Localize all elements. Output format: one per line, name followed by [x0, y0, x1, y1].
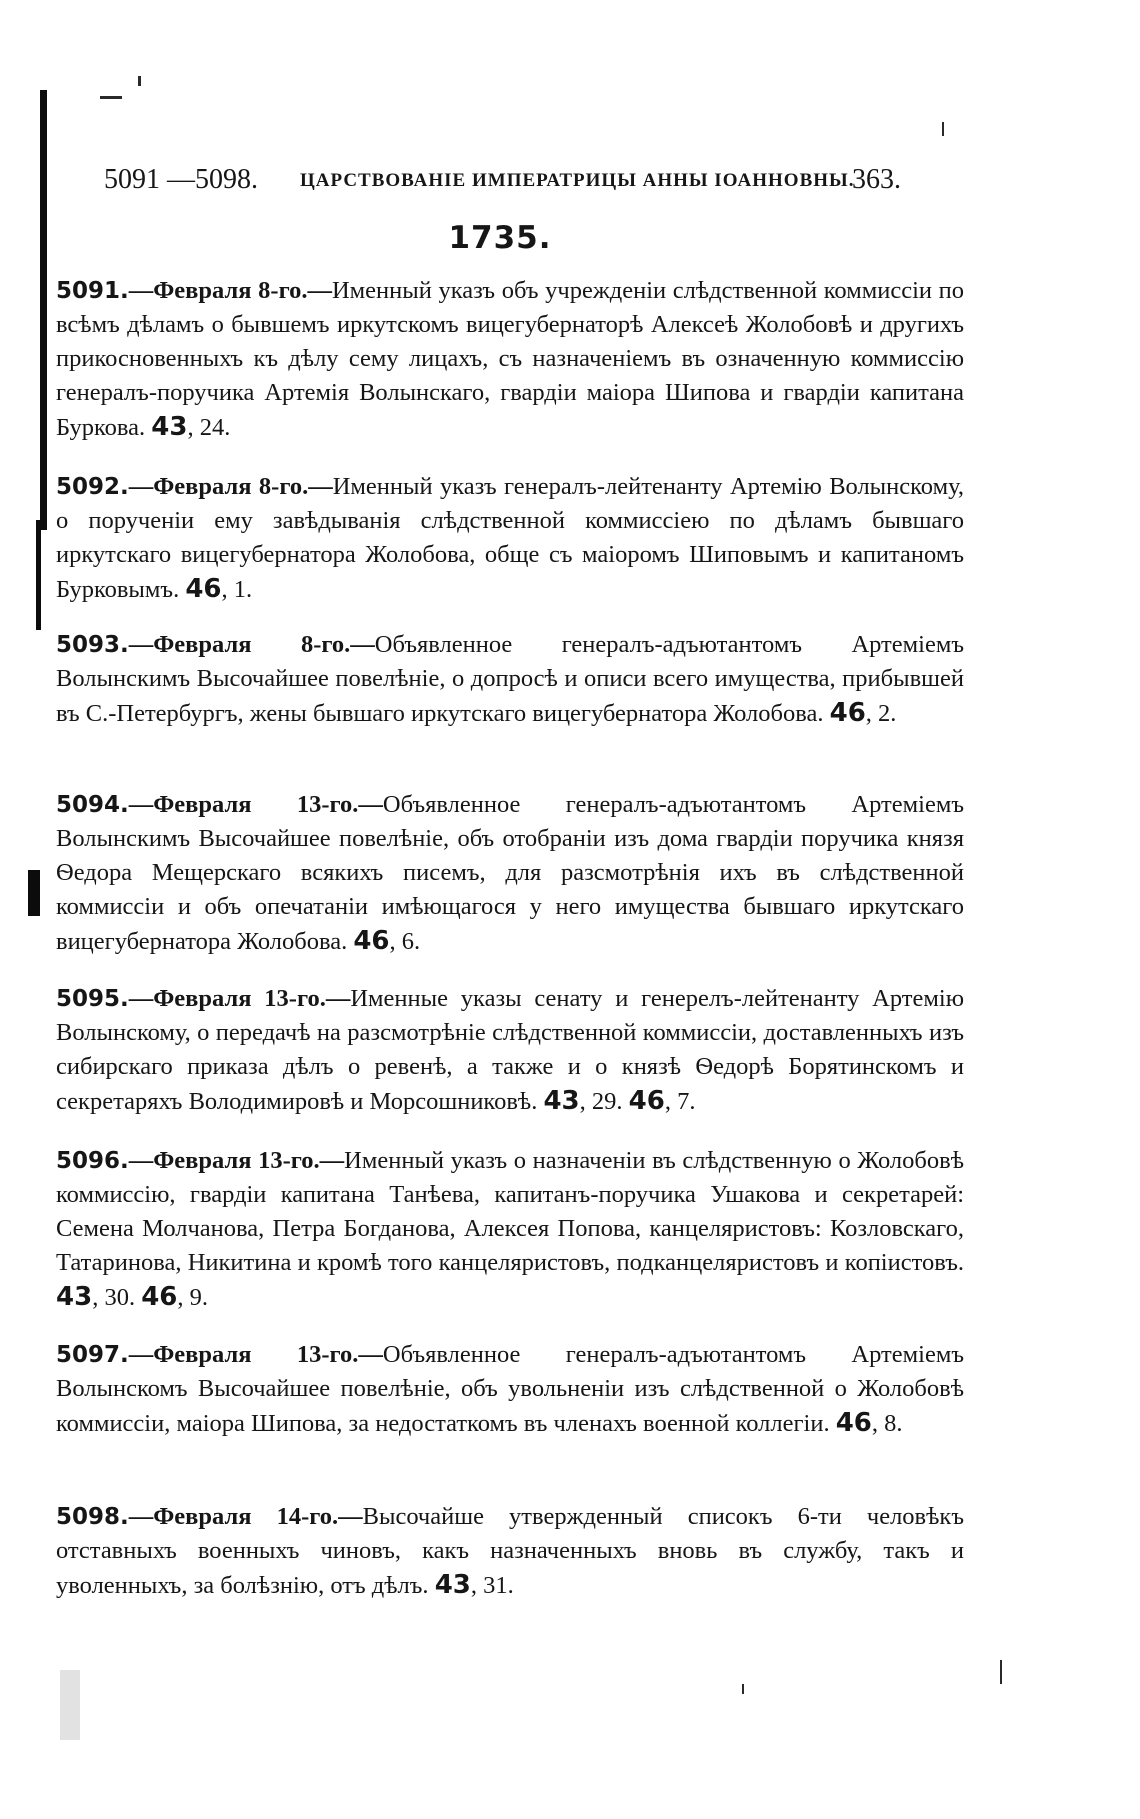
page-ref: , 6. [389, 928, 421, 955]
page-ref: , 1. [221, 576, 253, 603]
entry-5097 [56, 1338, 964, 1441]
entry-number: 5091. [56, 278, 129, 304]
entry-text: Объявленное генералъ-адъютантомъ Артеміемъ Волынскомъ Высочайшее повелѣніе, объ увольненіи изъ слѣдственной о Жолобовѣ коммиссіи, маіора Шипова, за недостаткомъ въ членахъ военной коллегіи. [56, 1341, 964, 1437]
entry-number: 5094. [56, 792, 129, 818]
volume-ref: 43 [56, 1282, 93, 1312]
volume-ref: 43 [434, 1570, 471, 1600]
entry-text: Именный указъ генералъ-лейтенанту Артемію Волынскому, о порученіи ему завѣдыванія слѣдственной коммиссіею по дѣламъ бывшаго иркутскаго вицегубернатора Жолобова, обще съ маіоромъ Шиповымъ и капитаномъ Бурковымъ. [56, 473, 964, 603]
entry-date: —Февраля 13-го.— [128, 985, 351, 1012]
entry-number: 5098. [56, 1504, 129, 1530]
scan-speck [138, 76, 141, 86]
volume-ref: 43 [543, 1086, 580, 1116]
page-ref: , 29. [579, 1088, 623, 1115]
page-ref: , 24. [187, 414, 231, 441]
entry-date: —Февраля 8-го.— [128, 631, 375, 658]
entry-number: 5093. [56, 632, 129, 658]
entry-text: Объявленное генералъ-адъютантомъ Артеміемъ Волынскимъ Высочайшее повелѣніе, о допросѣ и описи всего имущества, прибывшей въ С.-Петербургъ, жены бывшаго иркутскаго вицегубернатора Жолобова. [56, 631, 964, 727]
entry-5091 [56, 274, 964, 445]
entry-date: —Февраля 8-го.— [128, 277, 332, 304]
entry-number: 5095. [56, 986, 129, 1012]
entry-5093 [56, 628, 964, 731]
entry-5095 [56, 982, 964, 1119]
volume-ref: 46 [835, 1408, 872, 1438]
volume-ref: 46 [829, 698, 866, 728]
entry-text: Объявленное генералъ-адъютантомъ Артеміемъ Волынскимъ Высочайшее повелѣніе, объ отобраніи изъ дома гвардіи поручика князя Ѳедора Мещерскаго всякихъ писемъ, для разсмотрѣнія ихъ въ слѣдственной коммиссіи и объ опечатаніи имѣющагося у него имущества бывшаго иркутскаго вицегубернатора Жолобова. [56, 791, 964, 955]
volume-ref: 46 [141, 1282, 178, 1312]
entry-date: —Февраля 13-го.— [128, 791, 383, 818]
page-ref: , 31. [470, 1572, 514, 1599]
entry-date: —Февраля 13-го.— [128, 1147, 345, 1174]
entry-text: Именный указъ о назначеніи въ слѣдственную о Жолобовѣ коммиссію, гвардіи капитана Танѣева, капитанъ-поручика Ушакова и секретарей: Семена Молчанова, Петра Богданова, Алексея Попова, канцеляристовъ: Козловскаго, Татаринова, Никитина и кромѣ того канцеляристовъ, подканцеляристовъ и копіистовъ. [56, 1147, 964, 1276]
entry-text: Именные указы сенату и генерелъ-лейтенанту Артемію Волынскому, о передачѣ на разсмотрѣніе слѣдственной коммиссіи, доставленныхъ изъ сибирскаго приказа дѣлъ о ревенѣ, а также и о князѣ Ѳедорѣ Борятинскомъ и секретаряхъ Володимировѣ и Морсошниковѣ. [56, 985, 965, 1115]
entry-date: —Февраля 14-го.— [128, 1503, 363, 1530]
page-ref: , 30. [92, 1284, 136, 1311]
volume-ref: 46 [353, 926, 390, 956]
entry-date: —Февраля 13-го.— [128, 1341, 383, 1368]
entry-text: Именный указъ объ учрежденіи слѣдственной коммиссіи по всѣмъ дѣламъ о бывшемъ иркутскомъ вицегубернаторѣ Алексеѣ Жолобовѣ и другихъ прикосновенныхъ къ дѣлу сему лицахъ, съ назначеніемъ въ означенную коммиссію генералъ-поручика Артемія Волынскаго, гвардіи маіора Шипова и гвардіи капитана Буркова. [56, 277, 965, 441]
volume-ref: 46 [185, 574, 222, 604]
entry-date: —Февраля 8-го.— [128, 473, 333, 500]
entry-number: 5092. [56, 474, 129, 500]
year-heading: 1735. [448, 220, 552, 256]
page-ref: , 9. [177, 1284, 208, 1311]
entry-5094 [56, 788, 964, 959]
entry-5096 [56, 1144, 964, 1315]
page-ref: , 8. [871, 1410, 903, 1437]
volume-ref: 43 [151, 412, 188, 442]
page-number: 363. [852, 164, 901, 195]
page-ref: , 2. [865, 700, 897, 727]
entry-number: 5096. [56, 1148, 129, 1174]
entry-text: Высочайше утвержденный списокъ 6-ти человѣкъ отставныхъ военныхъ чиновъ, какъ назначенныхъ вновь въ службу, такъ и уволенныхъ, за болѣзнію, отъ дѣлъ. [56, 1503, 964, 1599]
scan-speck [1000, 1660, 1002, 1684]
volume-ref: 46 [628, 1086, 665, 1116]
running-title: ЦАРСТВОВАНІЕ ИМПЕРАТРИЦЫ АННЫ ІОАННОВНЫ. [300, 170, 855, 191]
entry-5092 [56, 470, 964, 607]
scan-speck [100, 96, 122, 99]
entry-5098 [56, 1500, 964, 1603]
scan-edge-bar [36, 520, 41, 630]
entry-number: 5097. [56, 1342, 129, 1368]
scan-edge-bar [40, 90, 47, 530]
scan-edge-bar [28, 870, 40, 916]
page-ref: , 7. [664, 1088, 696, 1115]
scan-shadow [60, 1670, 80, 1740]
entry-range: 5091 —5098. [104, 164, 258, 195]
scan-speck [742, 1684, 744, 1694]
scan-speck [942, 122, 944, 136]
running-header [104, 164, 904, 204]
